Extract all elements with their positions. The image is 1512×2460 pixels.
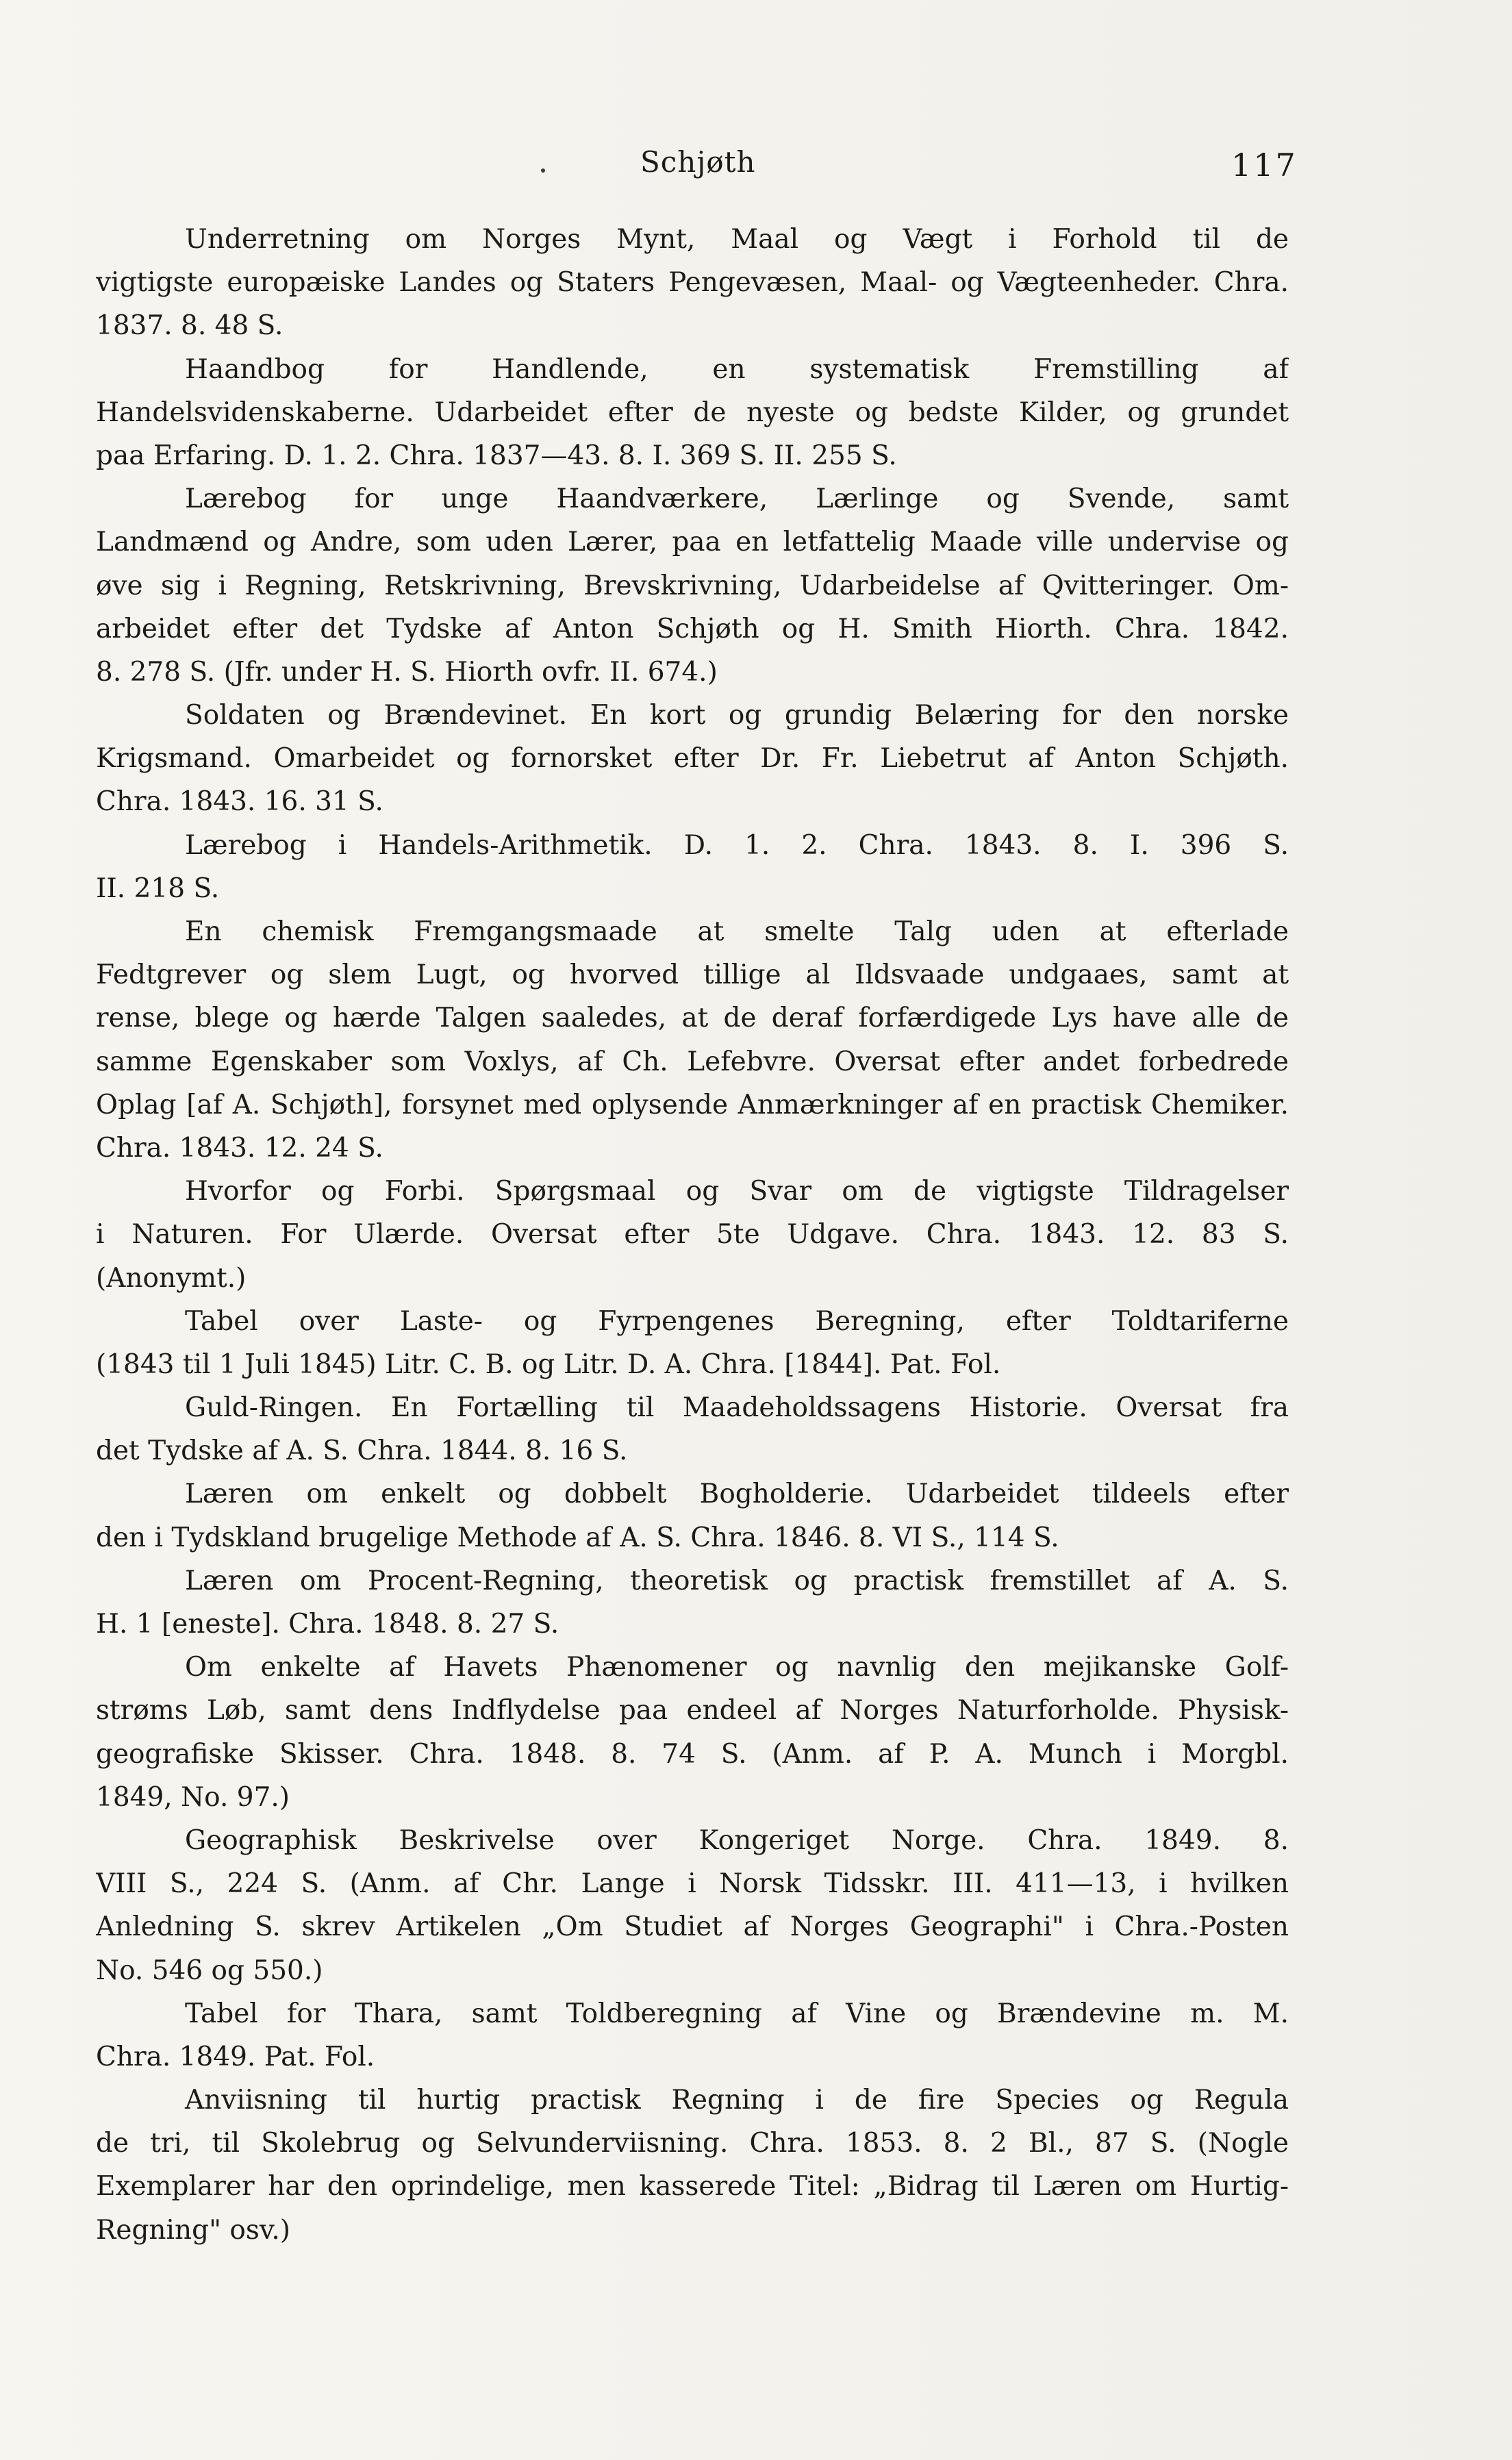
text-line: strøms Løb, samt dens Indflydelse paa endeel af Norges Naturforholde. Physisk- <box>96 1695 1289 1727</box>
text-line: øve sig i Regning, Retskrivning, Brevskrivning, Udarbeidelse af Qvitteringer. Om- <box>96 570 1289 601</box>
entry-title-line: Anviisning til hurtig practisk Regning i de fire Species og Regula <box>185 2085 1289 2116</box>
text-line: i Naturen. For Ulærde. Oversat efter 5te Udgave. Chra. 1843. 12. 83 S. <box>96 1219 1289 1251</box>
text-line: det Tydske af A. S. Chra. 1844. 8. 16 S. <box>96 1435 628 1467</box>
bibliography-text <box>96 218 1289 2252</box>
entry-title-line: Lærebog for unge Haandværkere, Lærlinge og Svende, samt <box>185 484 1289 515</box>
entry-title-line: Om enkelte af Havets Phænomener og navnlig den mejikanske Golf- <box>185 1652 1289 1683</box>
text-line: H. 1 [eneste]. Chra. 1848. 8. 27 S. <box>96 1609 559 1640</box>
text-line: vigtigste europæiske Landes og Staters Pengevæsen, Maal- og Vægteenheder. Chra. <box>96 267 1289 299</box>
running-head <box>0 145 1512 186</box>
page-number: 117 <box>1231 147 1298 184</box>
text-line: arbeidet efter det Tydske af Anton Schjøth og H. Smith Hiorth. Chra. 1842. <box>96 613 1289 644</box>
text-line: rense, blege og hærde Talgen saaledes, at de deraf forfærdigede Lys have alle de <box>96 1003 1289 1034</box>
text-line: 1849, No. 97.) <box>96 1781 290 1813</box>
text-line: Fedtgrever og slem Lugt, og hvorved tillige al Ildsvaade undgaaes, samt at <box>96 959 1289 991</box>
entry-title-line: Tabel over Laste- og Fyrpengenes Beregning, efter Toldtariferne <box>185 1305 1289 1337</box>
text-line: 1837. 8. 48 S. <box>96 310 284 342</box>
text-line: 8. 278 S. (Jfr. under H. S. Hiorth ovfr. II. 674.) <box>96 656 718 688</box>
text-line: Regning" osv.) <box>96 2214 290 2246</box>
text-line: Anledning S. skrev Artikelen „Om Studiet af Norges Geographi" i Chra.-Posten <box>96 1911 1289 1943</box>
entry-title-line: Hvorfor og Forbi. Spørgsmaal og Svar om de vigtigste Tildragelser <box>185 1176 1289 1207</box>
text-line: (Anonymt.) <box>96 1262 247 1294</box>
entry-title-line: Læren om Procent-Regning, theoretisk og practisk fremstillet af A. S. <box>185 1565 1289 1596</box>
running-title: Schjøth <box>640 145 756 179</box>
print-speck <box>541 168 545 173</box>
entry-title-line: Læren om enkelt og dobbelt Bogholderie. Udarbeidet tildeels efter <box>185 1479 1289 1510</box>
entry-title-line: Geographisk Beskrivelse over Kongeriget Norge. Chra. 1849. 8. <box>185 1824 1289 1856</box>
text-line: de tri, til Skolebrug og Selvunderviisning. Chra. 1853. 8. 2 Bl., 87 S. (Nogle <box>96 2128 1289 2159</box>
text-line: Chra. 1843. 16. 31 S. <box>96 786 383 818</box>
text-line: Handelsvidenskaberne. Udarbeidet efter de nyeste og bedste Kilder, og grundet <box>96 397 1289 428</box>
text-line: geografiske Skisser. Chra. 1848. 8. 74 S. (Anm. af P. A. Munch i Morgbl. <box>96 1738 1289 1770</box>
entry-title-line: Guld-Ringen. En Fortælling til Maadeholdssagens Historie. Oversat fra <box>185 1392 1289 1424</box>
entry-title-line: Haandbog for Handlende, en systematisk Fremstilling af <box>185 353 1289 385</box>
entry-title-line: Underretning om Norges Mynt, Maal og Vægt i Forhold til de <box>185 224 1289 255</box>
entry-title-line: Tabel for Thara, samt Toldberegning af Vine og Brændevine m. M. <box>185 1998 1289 2029</box>
entry-title-line: Soldaten og Brændevinet. En kort og grundig Belæring for den norske <box>185 700 1289 731</box>
entry-title-line: Lærebog i Handels-Arithmetik. D. 1. 2. Chra. 1843. 8. I. 396 S. <box>185 829 1289 861</box>
text-line: No. 546 og 550.) <box>96 1955 323 1986</box>
text-line: Chra. 1843. 12. 24 S. <box>96 1132 383 1164</box>
entry-title-line: En chemisk Fremgangsmaade at smelte Talg uden at efterlade <box>185 916 1289 947</box>
text-line: (1843 til 1 Juli 1845) Litr. C. B. og Litr. D. A. Chra. [1844]. Pat. Fol. <box>96 1348 1001 1380</box>
text-line: den i Tydskland brugelige Methode af A. S. Chra. 1846. 8. VI S., 114 S. <box>96 1522 1059 1553</box>
text-line: VIII S., 224 S. (Anm. af Chr. Lange i Norsk Tidsskr. III. 411—13, i hvilken <box>96 1868 1289 1900</box>
text-line: paa Erfaring. D. 1. 2. Chra. 1837—43. 8. I. 369 S. II. 255 S. <box>96 440 897 471</box>
text-line: samme Egenskaber som Voxlys, af Ch. Lefebvre. Oversat efter andet forbedrede <box>96 1046 1289 1077</box>
text-line: Chra. 1849. Pat. Fol. <box>96 2041 375 2072</box>
text-line: Oplag [af A. Schjøth], forsynet med oplysende Anmærkninger af en practisk Chemiker. <box>96 1089 1289 1120</box>
text-line: Exemplarer har den oprindelige, men kasserede Titel: „Bidrag til Læren om Hurtig- <box>96 2171 1289 2202</box>
text-line: Krigsmand. Omarbeidet og fornorsket efter Dr. Fr. Liebetrut af Anton Schjøth. <box>96 743 1289 775</box>
text-line: Landmænd og Andre, som uden Lærer, paa en letfattelig Maade ville undervise og <box>96 527 1289 558</box>
text-line: II. 218 S. <box>96 873 220 904</box>
